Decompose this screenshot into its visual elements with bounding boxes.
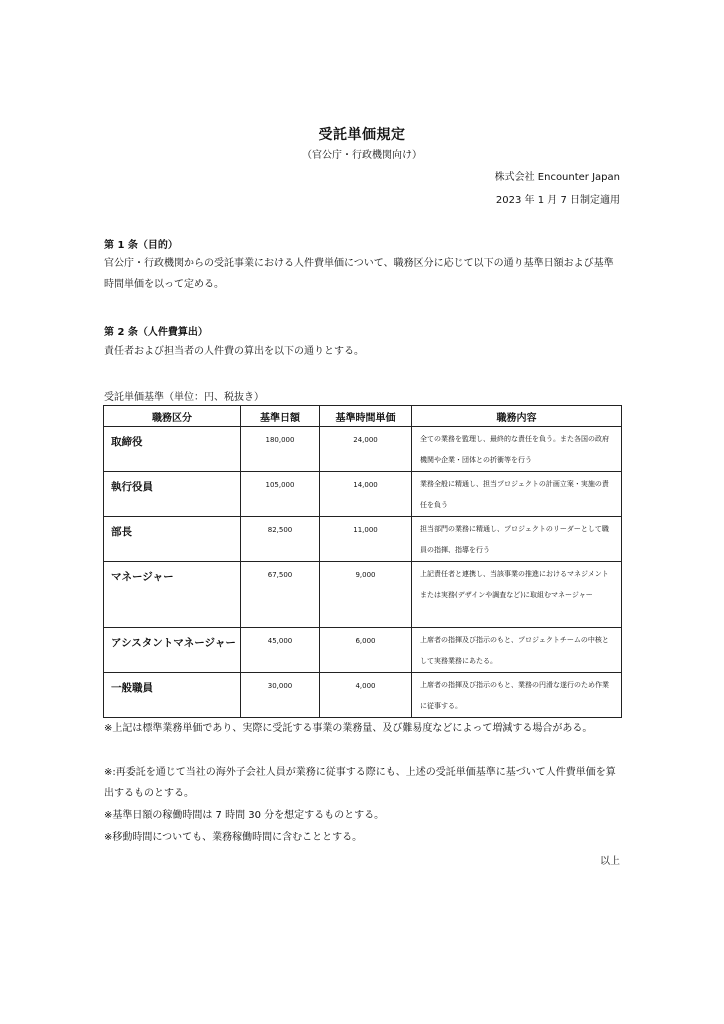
daily-rate-cell: 180,000 xyxy=(241,427,320,472)
duties-cell: 全ての業務を監理し、最終的な責任を負う。また各国の政府機関や企業・団体との折衝等を行う xyxy=(412,427,622,472)
table-row xyxy=(104,562,622,628)
column-header: 基準時間単価 xyxy=(320,406,412,427)
note-item: ※上記は標準業務単価であり、実際に受託する事業の業務量、及び難易度などによって増減する場合がある。 xyxy=(104,723,593,734)
note-item: ※:再委託を通じて当社の海外子会社人員が業務に従事する際にも、上述の受託単価基準に基づいて人件費単価を算出するものとする。 xyxy=(104,767,616,799)
hourly-rate-cell: 4,000 xyxy=(320,673,412,718)
daily-rate-cell: 82,500 xyxy=(241,517,320,562)
article2-body: 責任者および担当者の人件費の算出を以下の通りとする。 xyxy=(104,346,364,357)
daily-rate-cell: 67,500 xyxy=(241,562,320,628)
duties-cell: 上席者の指揮及び指示のもと、業務の円滑な遂行のため作業に従事する。 xyxy=(412,673,622,718)
role-cell: 執行役員 xyxy=(104,472,241,517)
daily-rate-cell: 45,000 xyxy=(241,628,320,673)
note-item: ※基準日額の稼働時間は 7 時間 30 分を想定するものとする。 xyxy=(104,810,385,821)
hourly-rate-cell: 24,000 xyxy=(320,427,412,472)
company-name: 株式会社 Encounter Japan xyxy=(494,172,620,183)
column-header: 職務区分 xyxy=(104,406,241,427)
role-cell: 取締役 xyxy=(104,427,241,472)
table-header-row xyxy=(104,406,622,427)
closing-mark: 以上 xyxy=(600,856,620,867)
table-row xyxy=(104,517,622,562)
table-row xyxy=(104,628,622,673)
note-item: ※移動時間についても、業務稼働時間に含むこととする。 xyxy=(104,832,363,843)
duties-cell: 業務全般に精通し、担当プロジェクトの計画立案・実施の責任を負う xyxy=(412,472,622,517)
document-subtitle: （官公庁・行政機関向け） xyxy=(302,150,422,161)
hourly-rate-cell: 6,000 xyxy=(320,628,412,673)
hourly-rate-cell: 9,000 xyxy=(320,562,412,628)
table-caption: 受託単価基準（単位：円、税抜き） xyxy=(104,392,264,403)
column-header: 職務内容 xyxy=(412,406,622,427)
effective-date: 2023 年 1 月 7 日制定適用 xyxy=(495,195,620,206)
column-header: 基準日額 xyxy=(241,406,320,427)
hourly-rate-cell: 14,000 xyxy=(320,472,412,517)
role-cell: 部長 xyxy=(104,517,241,562)
daily-rate-cell: 105,000 xyxy=(241,472,320,517)
role-cell: 一般職員 xyxy=(104,673,241,718)
article1-heading: 第 1 条（目的） xyxy=(104,240,178,251)
role-cell: マネージャー xyxy=(104,562,241,628)
hourly-rate-cell: 11,000 xyxy=(320,517,412,562)
table-row xyxy=(104,427,622,472)
duties-cell: 上記責任者と連携し、当該事業の推進におけるマネジメントまたは実務(デザインや調査など)に取組むマネージャー xyxy=(412,562,622,628)
table-row xyxy=(104,673,622,718)
article2-heading: 第 2 条（人件費算出） xyxy=(104,327,208,338)
document-title: 受託単価規定 xyxy=(318,127,406,143)
daily-rate-cell: 30,000 xyxy=(241,673,320,718)
role-cell: アシスタントマネージャー xyxy=(104,628,241,673)
article1-body: 官公庁・行政機関からの受託事業における人件費単価について、職務区分に応じて以下の通り基準日額および基準時間単価を以って定める。 xyxy=(104,258,614,290)
duties-cell: 上席者の指揮及び指示のもと、プロジェクトチームの中核として実務業務にあたる。 xyxy=(412,628,622,673)
rate-table xyxy=(103,405,622,718)
duties-cell: 担当部門の業務に精通し、プロジェクトのリーダーとして職員の指揮、指導を行う xyxy=(412,517,622,562)
table-row xyxy=(104,472,622,517)
